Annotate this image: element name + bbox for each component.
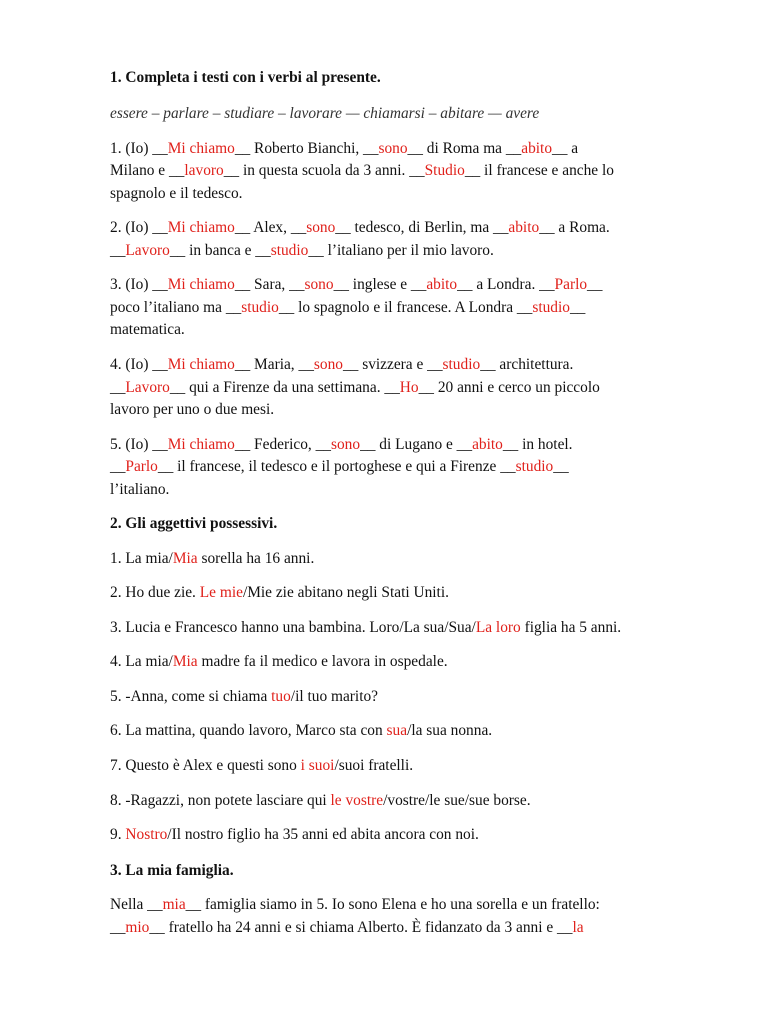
text-segment: 1. Completa i testi con i verbi al presente. <box>110 69 381 86</box>
text-segment: __ l’italiano per il mio lavoro. <box>308 242 494 259</box>
answer-text: abito <box>472 436 503 453</box>
answer-text: La loro <box>475 619 521 636</box>
text-segment: __ <box>553 458 569 475</box>
answer-text: studio <box>442 356 481 373</box>
text-segment: __ in banca e __ <box>169 242 271 259</box>
answer-text: Le mie <box>199 584 243 601</box>
answer-text: sono <box>330 436 361 453</box>
text-line <box>110 457 569 477</box>
text-segment: spagnolo e il tedesco. <box>110 185 243 202</box>
text-segment: __ Maria, __ <box>234 356 314 373</box>
text-line <box>110 618 621 638</box>
text-segment: 2. (Io) __ <box>110 219 168 236</box>
text-segment: 5. -Anna, come si chiama <box>110 688 272 705</box>
text-segment: 7. Questo è Alex e questi sono <box>110 757 301 774</box>
text-segment: 9. <box>110 826 126 843</box>
text-segment: __ a <box>552 140 579 157</box>
text-segment: lavoro per uno o due mesi. <box>110 401 275 418</box>
answer-text: i suoi <box>300 757 335 774</box>
text-segment: /suoi fratelli. <box>334 757 414 774</box>
text-segment: __ di Roma ma __ <box>407 140 522 157</box>
text-segment: 4. La mia/ <box>110 653 173 670</box>
answer-text: Mia <box>172 653 198 670</box>
text-segment: 8. -Ragazzi, non potete lasciare qui <box>110 792 331 809</box>
text-segment: __ tedesco, di Berlin, ma __ <box>335 219 509 236</box>
answer-text: Ho <box>399 379 419 396</box>
text-segment: 4. (Io) __ <box>110 356 168 373</box>
text-line <box>110 721 492 741</box>
text-segment: Nella __ <box>110 896 163 913</box>
text-line <box>110 687 378 707</box>
section-heading <box>110 514 277 534</box>
text-segment: __ Roberto Bianchi, __ <box>234 140 379 157</box>
text-line <box>110 652 448 672</box>
text-segment: __ Sara, __ <box>234 276 305 293</box>
answer-text: Lavoro <box>125 379 170 396</box>
text-segment: __ <box>110 242 126 259</box>
answer-text: studio <box>532 299 570 316</box>
text-segment: __ architettura. <box>480 356 574 373</box>
text-segment: 2. Ho due zie. <box>110 584 200 601</box>
text-line <box>110 320 185 340</box>
answer-text: Lavoro <box>125 242 170 259</box>
text-line <box>110 298 585 318</box>
text-line <box>110 895 600 915</box>
text-segment: 6. La mattina, quando lavoro, Marco sta con <box>110 722 387 739</box>
answer-text: mia <box>162 896 186 913</box>
answer-text: le vostre <box>330 792 384 809</box>
answer-text: Mi chiamo <box>167 436 235 453</box>
text-segment: __ Alex, __ <box>234 219 307 236</box>
text-segment: __ a Roma. <box>539 219 610 236</box>
text-segment: 1. (Io) __ <box>110 140 168 157</box>
text-segment: sorella ha 16 anni. <box>197 550 315 567</box>
text-segment: /la sua nonna. <box>407 722 493 739</box>
section-heading <box>110 68 381 88</box>
text-segment: __ a Londra. __ <box>457 276 555 293</box>
text-line <box>110 583 449 603</box>
text-line <box>110 218 610 238</box>
text-segment: __ Federico, __ <box>234 436 331 453</box>
text-line <box>110 918 584 938</box>
text-segment: figlia ha 5 anni. <box>520 619 622 636</box>
text-segment: 3. La mia famiglia. <box>110 862 234 879</box>
text-segment: 3. Lucia e Francesco hanno una bambina. Loro/La sua/Sua/ <box>110 619 476 636</box>
answer-text: lavoro <box>184 162 224 179</box>
answer-text: abito <box>521 140 553 157</box>
text-segment: matematica. <box>110 321 185 338</box>
text-segment: /Il nostro figlio ha 35 anni ed abita ancora con noi. <box>167 826 479 843</box>
text-segment: /Mie zie abitano negli Stati Uniti. <box>242 584 449 601</box>
answer-text: Mi chiamo <box>167 219 235 236</box>
answer-text: Mia <box>172 550 198 567</box>
text-segment: madre fa il medico e lavora in ospedale. <box>197 653 448 670</box>
text-line <box>110 791 531 811</box>
answer-text: abito <box>426 276 458 293</box>
text-line <box>110 480 169 500</box>
answer-text: Nostro <box>125 826 168 843</box>
text-segment: __ in questa scuola da 3 anni. __ <box>223 162 425 179</box>
text-segment: __ famiglia siamo in 5. Io sono Elena e ho una sorella e un fratello: <box>185 896 600 913</box>
answer-text: Parlo <box>554 276 588 293</box>
verb-list <box>110 104 539 124</box>
text-line <box>110 435 573 455</box>
answer-text: sono <box>313 356 343 373</box>
answer-text: tuo <box>271 688 291 705</box>
text-line <box>110 139 578 159</box>
text-line <box>110 184 243 204</box>
text-segment: /il tuo marito? <box>290 688 378 705</box>
text-segment: __ inglese e __ <box>333 276 427 293</box>
text-segment: __ fratello ha 24 anni e si chiama Alberto. È fidanzato da 3 anni e __ <box>149 919 573 936</box>
text-line <box>110 549 314 569</box>
text-segment: __ il francese, il tedesco e il portoghese e qui a Firenze __ <box>157 458 516 475</box>
answer-text: la <box>572 919 584 936</box>
text-segment: essere – parlare – studiare – lavorare — chiamarsi – abitare — avere <box>110 105 540 122</box>
text-line <box>110 161 614 181</box>
text-line <box>110 355 573 375</box>
text-segment: /vostre/le sue/sue borse. <box>383 792 531 809</box>
text-segment: __ <box>110 379 126 396</box>
text-segment: __ 20 anni e cerco un piccolo <box>418 379 600 396</box>
text-segment: l’italiano. <box>110 481 170 498</box>
text-segment: __ <box>569 299 586 316</box>
section-heading <box>110 861 234 881</box>
text-segment: __ svizzera e __ <box>342 356 443 373</box>
text-line <box>110 825 479 845</box>
text-segment: __ lo spagnolo e il francese. A Londra __ <box>278 299 533 316</box>
answer-text: studio <box>270 242 309 259</box>
answer-text: Mi chiamo <box>167 276 235 293</box>
answer-text: Studio <box>424 162 465 179</box>
answer-text: studio <box>241 299 279 316</box>
answer-text: Mi chiamo <box>167 140 235 157</box>
text-line <box>110 275 602 295</box>
answer-text: mio <box>125 919 150 936</box>
answer-text: sua <box>386 722 408 739</box>
text-segment: __ il francese e anche lo <box>464 162 614 179</box>
text-segment: Milano e __ <box>110 162 185 179</box>
answer-text: sono <box>378 140 408 157</box>
text-line <box>110 400 274 420</box>
text-line <box>110 241 494 261</box>
text-segment: 3. (Io) __ <box>110 276 168 293</box>
text-segment: 2. Gli aggettivi possessivi. <box>110 515 278 532</box>
text-segment: 1. La mia/ <box>110 550 173 567</box>
text-segment: __ <box>110 919 126 936</box>
text-segment: __ qui a Firenze da una settimana. __ <box>169 379 400 396</box>
text-segment: __ <box>110 458 126 475</box>
text-line <box>110 756 413 776</box>
answer-text: studio <box>515 458 554 475</box>
text-segment: 5. (Io) __ <box>110 436 168 453</box>
text-segment: __ <box>587 276 603 293</box>
text-segment: poco l’italiano ma __ <box>110 299 242 316</box>
text-segment: __ di Lugano e __ <box>360 436 473 453</box>
answer-text: abito <box>508 219 540 236</box>
answer-text: Parlo <box>125 458 158 475</box>
answer-text: Mi chiamo <box>167 356 235 373</box>
answer-text: sono <box>306 219 336 236</box>
text-segment: __ in hotel. <box>502 436 573 453</box>
answer-text: sono <box>304 276 334 293</box>
text-line <box>110 378 600 398</box>
